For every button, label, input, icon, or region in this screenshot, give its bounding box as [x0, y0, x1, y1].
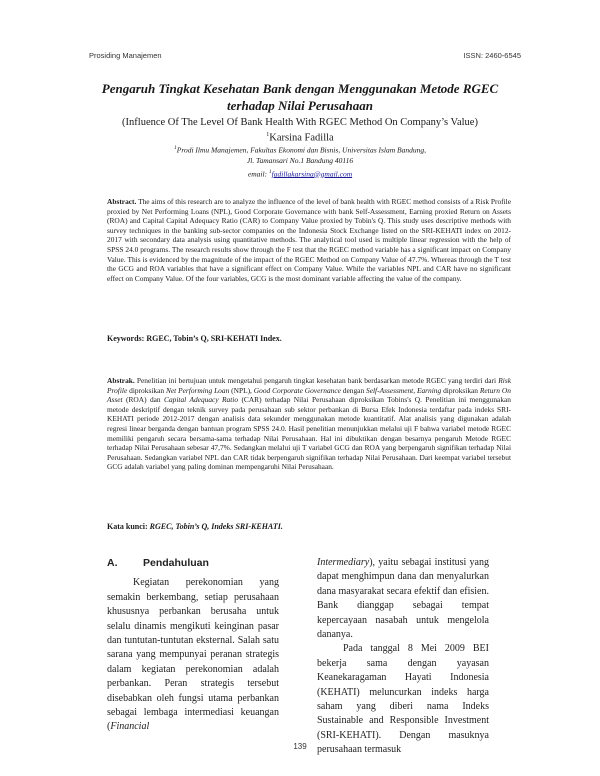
paragraph: Kegiatan perekonomian yang semakin berkembang, setiap perusahaan khususnya perbankan berusaha untuk selalu dinamis mengikuti keinginan pasar dan tuntutan-tuntutan eksternal. Salah satu sarana yang mempunyai peranan strategis dalam kegiatan perekonomian adalah perbankan. Peran strategis tersebut disebabkan oleh fungsi utama perbankan sebagai lembaga intermediasi keuangan (Financial — [107, 577, 279, 733]
body-column-left — [107, 556, 279, 735]
journal-name: Prosiding Manajemen — [89, 51, 162, 60]
section-heading: A. Pendahuluan — [107, 557, 209, 569]
email-label: email: — [247, 169, 268, 178]
paper-subtitle: (Influence Of The Level Of Bank Health With RGEC Method On Company’s Value) — [122, 117, 478, 128]
author-name: Karsina Fadilla — [269, 132, 334, 144]
page-number: 139 — [293, 742, 307, 751]
abstract-id: Abstrak. Penelitian ini bertujuan untuk mengetahui pengaruh tingkat kesehatan bank berdasarkan metode RGEC yang terdiri dari Risk Profile diproksikan Net Performing Loan (NPL), Good Corporate Governance dengan Self-Assessment, Earning diproksikan Return On Asset (ROA) dan Capital Adequacy Ratio (CAR) terhadap Nilai Perusahaan diproksikan Tobins's Q. Penelitian ini menggunakan metode deskriptif dengan teknik survey pada perusahaan sub sektor perbankan di Bursa Efek Indonesia terdaftar pada indeks SRI-KEHATI periode 2012-2017 dengan analisis data sekunder menggunakan metode kuantitatif. Alat analisis yang digunakan adalah regresi linear berganda dengan bantuan program SPSS 24.0. Hasil penelitian menunjukkan melalui uji F bahwa variabel metode RGEC memiliki pengaruh secara bersama-sama terhadap Nilai Perusahaan. Hal ini dibuktikan dengan besarnya pengaruh Metode RGEC terhadap Nilai Perusahaan sebesar 47,7%. Sedangkan melalui uji T variabel GCG dan ROA yang berpengaruh signifikan terhadap Nilai Perusahaan. Sedangkan variabel NPL dan CAR tidak berpengaruh signifikan terhadap Nilai Perusahaan. Dari keempat variabel tersebut GCG adalah variabel yang paling dominan mempengaruhi Nilai Perusahaan. — [107, 376, 512, 472]
body-column-right — [317, 556, 489, 758]
keywords-id: Kata kunci: RGEC, Tobin’s Q, Indeks SRI-KEHATI. — [107, 522, 283, 531]
paragraph: Pada tanggal 8 Mei 2009 BEI bekerja sama dengan yayasan Keanekaragaman Hayati Indonesia (KEHATI) meluncurkan indeks harga saham yang diberi nama Indeks Sustainable and Responsible Investment (SRI-KEHATI). Dengan masuknya perusahaan termasuk — [317, 643, 489, 756]
abstract-en-label: Abstract. — [107, 197, 137, 206]
author-sup: 1 — [266, 132, 270, 138]
abstract-en-text: The aims of this research are to analyze the influence of the level of bank health with RGEC method consists of a Risk Profile proxied by Net Performing Loans (NPL), Good Corporate Governance with bank Self-Assessment, Earning proxied Return on Assets (ROA) and Capital Capital Adequacy Ratio (CAR) to Company Value proxied by Tobin's Q. This study uses descriptive methods with survey techniques in the banking sub-sector companies on the Indonesia Stock Exchange listed on the SRI-KEHATI index on 2012-2017 with secondary data analysis using quantitative methods. The analytical tool used is multiple linear regression with the help of SPSS 24.0 programs. The research results show through the F test that the RGEC method variable has a significant impact on Company Value. This is evidenced by the magnitude of the impact of the RGEC Method on Company Value of 47.7%. Whereas through the T test the GCG and ROA variables that have a significant effect on Company Value. While the variables NPL and CAR have no significant effect on Company Value. Of the four variables, GCG is the most dominant variable affecting the value of the company. — [107, 197, 511, 283]
issn: ISSN: 2460-6545 — [463, 51, 521, 60]
affiliation-line2: Jl. Tamansari No.1 Bandung 40116 — [246, 156, 354, 165]
paragraph: Intermediary), yaitu sebagai institusi yang dapat menghimpun dana dan menyalurkan dana masyarakat secara efektif dan efisien. Bank dianggap sebagai tempat kepercayaan nasabah untuk mengelola dananya. — [317, 557, 489, 641]
email-link[interactable]: fadillakarsina@gmail.com — [271, 169, 353, 178]
keywords-en: Keywords: RGEC, Tobin’s Q, SRI-KEHATI Index. — [107, 334, 282, 343]
paper-title: Pengaruh Tingkat Kesehatan Bank dengan Menggunakan Metode RGEC terhadap Nilai Perusahaan — [101, 81, 499, 113]
affiliation: $^1$Prodi Ilmu Manajemen, Fakultas Ekonomi dan Bisnis, Universitas Islam Bandung, Jl. Tamansari No.1 Bandung 40116 email: $^1$fadillakarsina@gmail.com — [80, 143, 520, 180]
affiliation-line1: Prodi Ilmu Manajemen, Fakultas Ekonomi dan Bisnis, Universitas Islam Bandung, — [176, 145, 427, 155]
abstract-en — [107, 197, 511, 283]
